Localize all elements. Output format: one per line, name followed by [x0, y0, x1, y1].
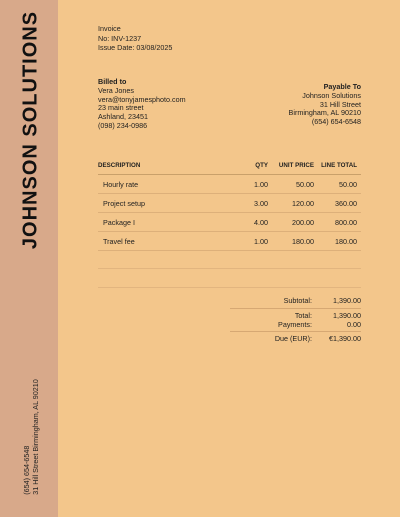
totals-divider	[230, 331, 361, 332]
billed-phone: (098) 234-0986	[98, 120, 148, 130]
due-label: Due (EUR):	[274, 334, 312, 343]
item-qty: 1.00	[218, 175, 272, 194]
payments-label: Payments:	[278, 320, 312, 329]
item-description: Package I	[98, 213, 218, 232]
item-unit-price: 180.00	[272, 232, 318, 251]
sidebar-contact	[22, 379, 40, 495]
total-label: Total:	[294, 311, 312, 320]
payable-to	[289, 83, 361, 127]
total-block	[230, 311, 361, 329]
item-line-total: 800.00	[318, 213, 361, 232]
item-qty: 1.00	[218, 232, 272, 251]
header-line-total: LINE TOTAL	[318, 157, 361, 175]
issue-date: Issue Date: 03/08/2025	[98, 43, 173, 52]
header-unit-price: UNIT PRICE	[272, 157, 318, 175]
payable-name: Johnson Solutions	[302, 90, 361, 100]
item-line-total: 360.00	[318, 194, 361, 213]
due-block	[230, 334, 361, 343]
item-unit-price: 120.00	[272, 194, 318, 213]
item-description: Project setup	[98, 194, 218, 213]
total-row	[230, 311, 361, 320]
table-divider	[98, 287, 361, 288]
line-items-table	[98, 157, 361, 251]
sidebar-phone: (654) 654-6548	[22, 445, 31, 495]
invoice-meta	[98, 24, 172, 53]
due-value: €1,390.00	[329, 334, 361, 343]
subtotal-label: Subtotal:	[283, 296, 312, 305]
item-unit-price: 50.00	[272, 175, 318, 194]
table-divider	[98, 268, 361, 269]
billed-to-heading: Billed to	[98, 77, 127, 86]
invoice-title: Invoice	[98, 24, 121, 33]
item-description: Hourly rate	[98, 175, 218, 194]
subtotal-value: 1,390.00	[333, 296, 361, 305]
billed-city: Ashland, 23451	[98, 112, 148, 122]
sidebar-address: 31 Hill Street Birmingham, AL 90210	[31, 379, 40, 495]
payments-row	[230, 320, 361, 329]
item-line-total: 180.00	[318, 232, 361, 251]
billed-email: vera@tonyjamesphoto.com	[98, 94, 186, 104]
invoice-number: No: INV-1237	[98, 33, 142, 43]
payable-city: Birmingham, AL 90210	[288, 108, 361, 118]
table-row	[98, 194, 361, 213]
item-line-total: 50.00	[318, 175, 361, 194]
subtotal-row	[230, 296, 361, 305]
due-row	[230, 334, 361, 343]
billed-street: 23 main street	[98, 103, 144, 113]
subtotal-block	[230, 296, 361, 305]
payable-street: 31 Hill Street	[319, 99, 361, 109]
sidebar	[0, 0, 58, 517]
company-name: JOHNSON SOLUTIONS	[19, 10, 42, 250]
totals-divider	[230, 308, 361, 309]
item-unit-price: 200.00	[272, 213, 318, 232]
header-description: DESCRIPTION	[98, 157, 218, 175]
item-description: Travel fee	[98, 232, 218, 251]
table-row	[98, 213, 361, 232]
billed-name: Vera Jones	[98, 85, 134, 95]
table-row	[98, 175, 361, 194]
header-qty: QTY	[218, 157, 272, 175]
table-row	[98, 232, 361, 251]
item-qty: 3.00	[218, 194, 272, 213]
payments-value: 0.00	[347, 320, 361, 329]
table-header-row	[98, 157, 361, 175]
item-qty: 4.00	[218, 213, 272, 232]
billed-to	[98, 78, 186, 131]
total-value: 1,390.00	[333, 311, 361, 320]
payable-phone: (654) 654-6548	[311, 117, 361, 127]
payable-to-heading: Payable To	[323, 82, 361, 91]
